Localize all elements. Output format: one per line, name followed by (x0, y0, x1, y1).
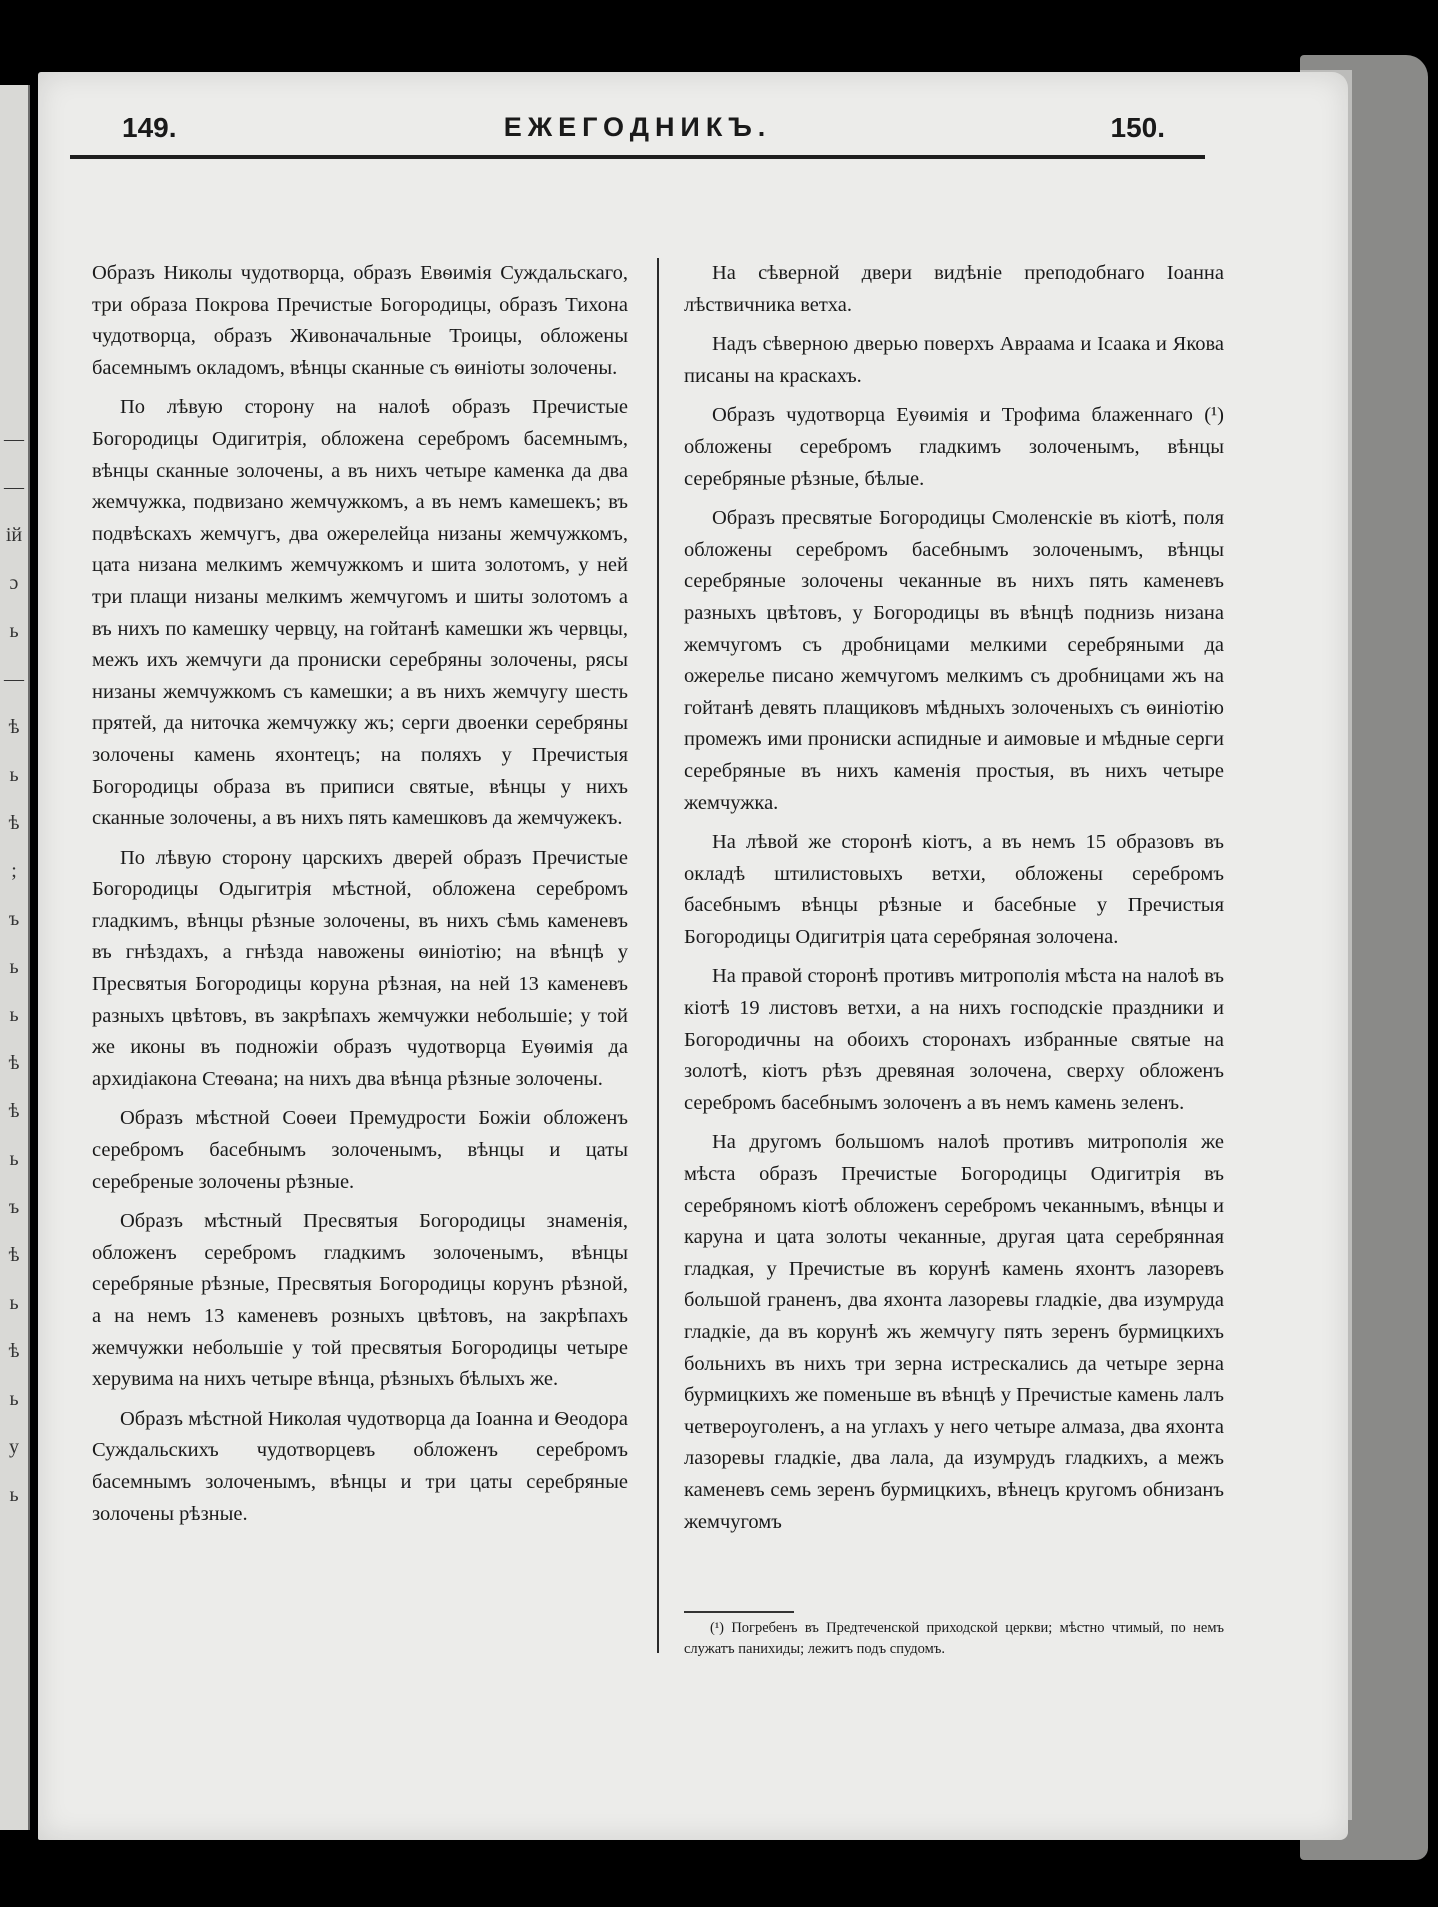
page-number-right: 150. (1110, 112, 1165, 143)
paragraph: Образъ мѣстной Соѳеи Премудрости Божіи обложенъ серебромъ басебнымъ золоченымъ, вѣнцы и цаты серебреные золочены рѣзные. (92, 1107, 628, 1193)
previous-page-edge (0, 85, 30, 1830)
paragraph: На другомъ большомъ налоѣ противъ митрополія же мѣста образъ Пречистые Богородицы Одигитрія въ серебряномъ кіотѣ обложенъ серебромъ чеканнымъ, вѣнцы и каруна и цата золоты чеканные, другая цата серебрянная гладкая, у Пречистые въ корунѣ камень яхонтъ лазоревъ большой граненъ, два яхонта лазоревы гладкіе, два изумруда гладкіе, да въ корунѣ жъ жемчугу пять зеренъ бурмицкихъ больнихъ въ нихъ три зерна истрескались да четыре зерна бурмицкихъ же поменьше въ вѣнцѣ у Пречистые камень лалъ четвероуголенъ, а на углахъ у него четыре алмаза, два яхонта лазоревы гладкіе, два лала, да изумрудъ гладкихъ, а межъ каменевъ семь зеренъ бурмицкихъ, вѣнецъ кругомъ обнизанъ жемчугомъ (684, 1131, 1224, 1533)
edge-char: ѣ (8, 716, 20, 738)
previous-page-edge-text (2, 415, 26, 1519)
edge-char: ь (9, 956, 19, 978)
paragraph: Образъ мѣстный Пресвятыя Богородицы знаменія, обложенъ серебромъ гладкимъ золоченымъ, вѣнцы серебряные рѣзные, Пресвятыя Богородицы корунъ рѣзной, а на немъ 13 каменевъ розныхъ цвѣтовъ, на закрѣпахъ жемчужки небольшіе у той пресвятыя Богородицы четыре херувима на нихъ четыре вѣнца, рѣзныхъ бѣлыхъ же. (92, 1210, 628, 1391)
edge-char: ь (9, 1004, 19, 1026)
paragraph: На лѣвой же сторонѣ кіотъ, а въ немъ 15 образовъ въ окладѣ штилистовыхъ ветхи, обложены серебромъ басебнымъ вѣнцы рѣзные и басебные у Пречистыя Богородицы Одигитрія цата серебряная золочена. (684, 831, 1224, 948)
footnote-rule (684, 1611, 794, 1613)
paragraph: Образъ Николы чудотворца, образъ Евѳимія Суждальскаго, три образа Покрова Пречистые Богородицы, образъ Тихона чудотворца, образъ Живоначальные Троицы, обложены басемнымъ окладомъ, вѣнцы сканные съ ѳиніоты золочены. (92, 262, 628, 379)
page-title: ЕЖЕГОДНИКЪ. (503, 112, 772, 142)
edge-char: ; (11, 860, 17, 882)
edge-char: ѣ (8, 1052, 20, 1074)
edge-char: ь (9, 1388, 19, 1410)
running-header (70, 112, 1205, 152)
edge-char: ѣ (8, 1100, 20, 1122)
footnote-text: (¹) Погребенъ въ Предтеченской приходской церкви; мѣстно чтимый, по немъ служатъ панихиды; лежитъ подъ спудомъ. (684, 1620, 1224, 1657)
right-column (684, 258, 1224, 1546)
column-divider (657, 258, 659, 1653)
edge-char: ій (5, 524, 23, 546)
edge-char: ѣ (8, 812, 20, 834)
header-rule (70, 155, 1205, 159)
edge-char: ѣ (8, 1244, 20, 1266)
edge-char: — (4, 476, 24, 498)
edge-char: — (4, 428, 24, 450)
paragraph: По лѣвую сторону царскихъ дверей образъ Пречистые Богородицы Одыгитрія мѣстной, обложена серебромъ гладкимъ, вѣнцы рѣзные золочены, въ нихъ сѣмь каменевъ въ гнѣздахъ, а гнѣзда навожены ѳиніотію; на вѣнцѣ у Пресвятыя Богородицы коруна рѣзная, на ней 13 каменевъ разныхъ цвѣтовъ, въ закрѣпахъ жемчужки небольшіе; у той же иконы въ подножіи образъ чудотворца Еуѳимія да архидіакона Стеѳана; на нихъ два вѣнца рѣзные золочены. (92, 846, 628, 1090)
left-column (92, 258, 628, 1538)
paragraph: Надъ сѣверною дверью поверхъ Авраама и Ісаака и Якова писаны на краскахъ. (684, 333, 1224, 387)
paragraph: На сѣверной двери видѣніе преподобнаго Іоанна лѣствичника ветха. (684, 262, 1224, 316)
paragraph: На правой сторонѣ противъ митрополія мѣста на налоѣ въ кіотѣ 19 листовъ ветхи, а на нихъ господскіе праздники и Богородичны на обоихъ сторонахъ избранные святые на золотѣ, кіотъ рѣзъ древяная золочена, сверху обложенъ серебромъ басебнымъ золоченъ а въ немъ камень зеленъ. (684, 965, 1224, 1114)
edge-char: ь (9, 1292, 19, 1314)
edge-char: ь (9, 1148, 19, 1170)
edge-char: у (9, 1436, 19, 1458)
edge-char: ь (9, 764, 19, 786)
paragraph: Образъ пресвятые Богородицы Смоленскіе въ кіотѣ, поля обложены серебромъ басебнымъ золоченымъ, вѣнцы серебряные золочены чеканные въ нихъ пять каменевъ разныхъ цвѣтовъ, у Богородицы въ вѣнцѣ поднизь низана жемчугомъ съ дробницами мелкими серебряными да ожерелье писано жемчугомъ мелкимъ съ дробницами жъ на гойтанѣ девять плащиковъ мѣдныхъ золоченыхъ съ ѳиніотію промежъ ими прониски аспидные и аимовые и мѣдные серги серебряные въ нихъ каменія простыя, въ нихъ четыре жемчужка. (684, 507, 1224, 814)
edge-char: ɔ (9, 572, 19, 594)
paragraph: Образъ мѣстной Николая чудотворца да Іоанна и Ѳеодора Суждальскихъ чудотворцевъ обложенъ серебромъ басемнымъ золоченымъ, вѣнцы и три цаты серебряные золочены рѣзные. (92, 1407, 628, 1525)
edge-char: ъ (8, 1196, 20, 1218)
page-number-left: 149. (122, 112, 177, 143)
edge-char: ѣ (8, 1340, 20, 1362)
footnote (684, 1618, 1224, 1660)
edge-char: — (4, 668, 24, 690)
edge-char: ь (9, 1484, 19, 1506)
paragraph: По лѣвую сторону на налоѣ образъ Пречистые Богородицы Одигитрія, обложена серебромъ басемнымъ, вѣнцы сканные золочены, а въ нихъ четыре каменка да два жемчужка, подвизано жемчужкомъ, а въ немъ камешекъ; въ подвѣскахъ жемчугъ, два ожерелейца низаны жемчужкомъ, цата низана мелкимъ жемчужкомъ и шита золотомъ, у ней три плащи низаны мелкимъ жемчугомъ и шиты золотомъ а въ нихъ по камешку червцу, на гойтанѣ камешки жъ червцы, межъ ихъ жемчуги да прониски серебряны золочены, рясы низаны жемчужкомъ съ камешки; а въ нихъ жемчугу шесть прятей, да ниточка жемчужку жъ; серги двоенки серебряны золочены камень яхонтецъ; на поляхъ у Пречистыя Богородицы образа въ приписи святые, вѣнцы у нихъ сканные золочены, а въ нихъ пять камешковъ да жемчужекъ. (92, 396, 628, 830)
paragraph: Образъ чудотворца Еуѳимія и Трофима блаженнаго (¹) обложены серебромъ гладкимъ золоченымъ, вѣнцы серебряные рѣзные, бѣлые. (684, 404, 1224, 490)
edge-char: ъ (8, 908, 20, 930)
edge-char: ь (9, 620, 19, 642)
